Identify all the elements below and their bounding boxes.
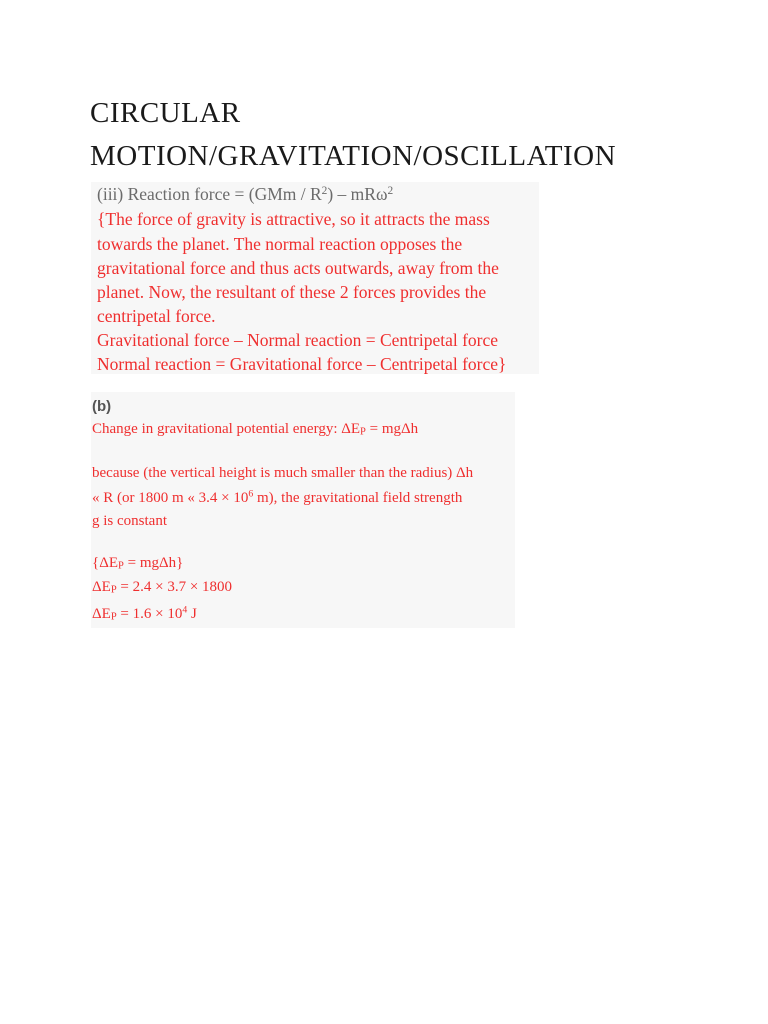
title-line-1: CIRCULAR: [90, 97, 241, 129]
because-line-1: because (the vertical height is much smaller than the radius) Δh: [92, 465, 474, 481]
equation-line-1: $\{\Delta E_P = mg\Delta h\}$: [92, 555, 184, 572]
title-line-2: MOTION/GRAVITATION/OSCILLATION: [90, 140, 617, 172]
page-title: [90, 92, 650, 178]
explanation-line-3: gravitational force and thus acts outwards, away from the: [97, 258, 499, 278]
answer-image-part-iii: [91, 182, 539, 374]
explanation-line-4: planet. Now, the resultant of these 2 forces provides the: [97, 282, 487, 302]
because-line-2: « R (or 1800 m « $3.4 \times 10^6$ m), the gravitational field strength: [92, 488, 463, 506]
part-b-label: (b): [92, 398, 112, 415]
explanation-line-6: Gravitational force – Normal reaction = Centripetal force: [97, 330, 499, 350]
reaction-force-equation: (iii) Reaction force = $(GMm / R^2) - mR\omega^2$: [97, 184, 394, 204]
explanation-line-1: {The force of gravity is attractive, so it attracts the mass: [97, 209, 490, 229]
answer-image-part-b: [91, 392, 515, 628]
explanation-line-7: Normal reaction = Gravitational force – Centripetal force}: [97, 354, 507, 374]
explanation-line-2: towards the planet. The normal reaction opposes the: [97, 234, 463, 254]
because-line-3: g is constant: [92, 513, 167, 529]
change-in-gpe-line: Change in gravitational potential energy: $\Delta E_P = mg\Delta h$: [92, 421, 419, 438]
equation-line-3: $\Delta E_P = 1.6 \times 10^4$ J: [92, 604, 197, 623]
equation-line-2: $\Delta E_P = 2.4 \times 3.7 \times 1800$: [92, 579, 233, 596]
explanation-line-5: centripetal force.: [97, 306, 216, 326]
